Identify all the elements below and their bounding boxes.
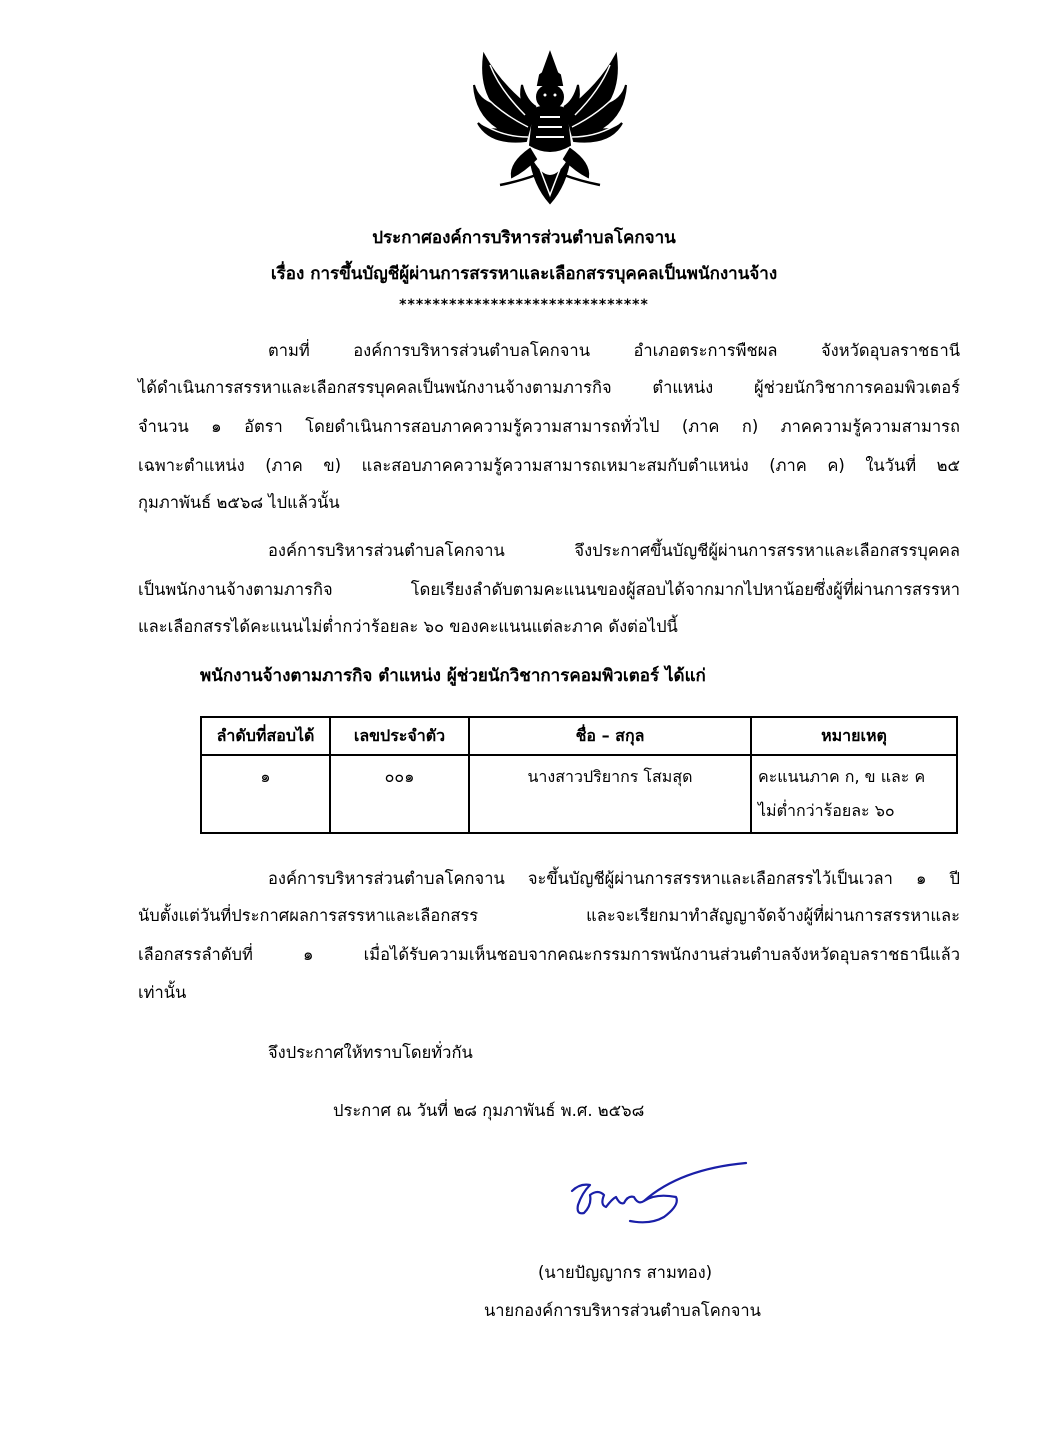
date-line: ประกาศ ณ วันที่ ๒๘ กุมภาพันธ์ พ.ศ. ๒๕๖๘ [333, 1101, 645, 1120]
para1-line: จำนวน ๑ อัตรา โดยดำเนินการสอบภาคความรู้ความสามารถทั่วไป (ภาค ก) ภาคความรู้ความสามารถ [138, 417, 960, 436]
table-header-row [201, 717, 957, 755]
col-header-rank: ลำดับที่สอบได้ [201, 717, 330, 755]
para2-line: เป็นพนักงานจ้างตามภารกิจ โดยเรียงลำดับตามคะแนนของผู้สอบได้จากมากไปหาน้อยซึ่งผู้ที่ผ่านการสรรหา [138, 580, 960, 599]
signature-image [560, 1155, 760, 1235]
results-table [200, 716, 958, 834]
cell-rank: ๑ [201, 755, 330, 833]
note-line: ไม่ต่ำกว่าร้อยละ ๖๐ [758, 801, 895, 820]
note-line: คะแนนภาค ก, ข และ ค [758, 767, 926, 786]
col-header-note: หมายเหตุ [751, 717, 957, 755]
closing-text: จึงประกาศให้ทราบโดยทั่วกัน [268, 1043, 473, 1062]
announcement-title: ประกาศองค์การบริหารส่วนตำบลโคกจาน [372, 228, 676, 248]
para1-line: ได้ดำเนินการสรรหาและเลือกสรรบุคคลเป็นพนักงานจ้างตามภารกิจ ตำแหน่ง ผู้ช่วยนักวิชาการคอมพิวเตอร์ [138, 378, 960, 397]
announcement-subject: เรื่อง การขึ้นบัญชีผู้ผ่านการสรรหาและเลือกสรรบุคคลเป็นพนักงานจ้าง [270, 264, 778, 284]
para3-line: นับตั้งแต่วันที่ประกาศผลการสรรหาและเลือกสรร และจะเรียกมาทำสัญญาจัดจ้างผู้ที่ผ่านการสรรหาและ [138, 906, 960, 925]
table-row [201, 755, 957, 833]
para1-line: ตามที่ องค์การบริหารส่วนตำบลโคกจาน อำเภอตระการพืชผล จังหวัดอุบลราชธานี [268, 341, 960, 360]
col-header-name: ชื่อ – สกุล [469, 717, 751, 755]
para2-line: องค์การบริหารส่วนตำบลโคกจาน จึงประกาศขึ้นบัญชีผู้ผ่านการสรรหาและเลือกสรรบุคคล [268, 541, 960, 560]
col-header-id: เลขประจำตัว [330, 717, 469, 755]
signatory-name: (นายปัญญากร สามทอง) [538, 1263, 713, 1282]
position-heading: พนักงานจ้างตามภารกิจ ตำแหน่ง ผู้ช่วยนักวิชาการคอมพิวเตอร์ ได้แก่ [200, 666, 706, 686]
para1-line: กุมภาพันธ์ ๒๕๖๘ ไปแล้วนั้น [138, 493, 340, 512]
garuda-emblem-icon [470, 45, 630, 210]
cell-name: นางสาวปริยากร โสมสุด [469, 755, 751, 833]
para3-line: เท่านั้น [138, 983, 187, 1002]
para3-line: องค์การบริหารส่วนตำบลโคกจาน จะขึ้นบัญชีผู้ผ่านการสรรหาและเลือกสรรไว้เป็นเวลา ๑ ปี [268, 869, 960, 888]
para1-line: เฉพาะตำแหน่ง (ภาค ข) และสอบภาคความรู้ความสามารถเหมาะสมกับตำแหน่ง (ภาค ค) ในวันที่ ๒๕ [138, 456, 960, 475]
cell-note [751, 755, 957, 833]
separator-stars: ****************************** [399, 297, 649, 313]
para3-line: เลือกสรรลำดับที่ ๑ เมื่อได้รับความเห็นชอบจากคณะกรรมการพนักงานส่วนตำบลจังหวัดอุบลราชธานีแล้ว [138, 945, 960, 964]
cell-id: ๐๐๑ [330, 755, 469, 833]
signatory-title: นายกองค์การบริหารส่วนตำบลโคกจาน [484, 1301, 761, 1320]
para2-line: และเลือกสรรได้คะแนนไม่ต่ำกว่าร้อยละ ๖๐ ของคะแนนแต่ละภาค ดังต่อไปนี้ [138, 617, 678, 636]
